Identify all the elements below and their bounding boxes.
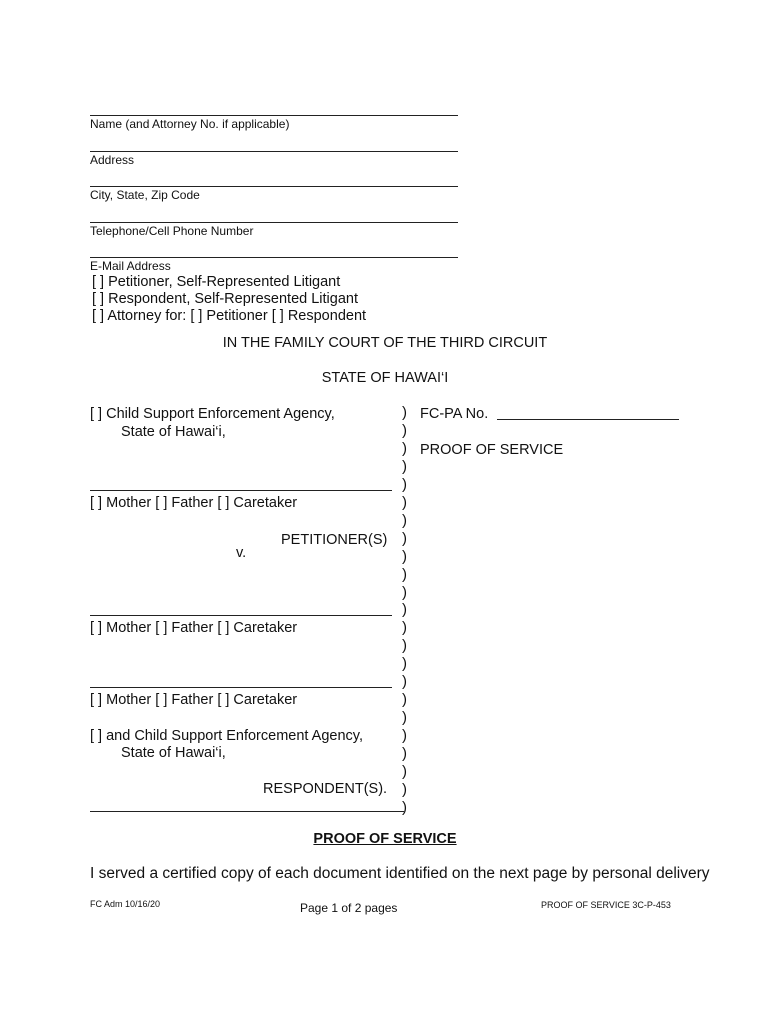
caption-paren: ) xyxy=(402,475,407,493)
petitioner-name-line[interactable] xyxy=(90,490,392,491)
respondent-name-line-2[interactable] xyxy=(90,687,392,688)
form-id: PROOF OF SERVICE 3C-P-453 xyxy=(541,900,671,910)
caption-paren: ) xyxy=(402,673,407,691)
respondent-party-checkboxes-2[interactable]: [ ] Mother [ ] Father [ ] Caretaker xyxy=(90,692,298,708)
form-date: FC Adm 10/16/20 xyxy=(90,899,161,909)
caption-paren: ) xyxy=(402,565,407,583)
caption-paren: ) xyxy=(402,780,407,798)
caption-paren: ) xyxy=(402,457,407,475)
caption-paren: ) xyxy=(402,709,407,727)
phone-label: Telephone/Cell Phone Number xyxy=(90,224,254,238)
name-label: Name (and Attorney No. if applicable) xyxy=(90,117,290,131)
email-line[interactable] xyxy=(90,257,458,258)
caption-paren: ) xyxy=(402,404,407,421)
petitioner-party-checkboxes[interactable]: [ ] Mother [ ] Father [ ] Caretaker xyxy=(90,495,298,511)
checkbox-csea-petitioner[interactable]: [ ] Child Support Enforcement Agency, xyxy=(90,406,335,422)
csea-state-2: State of Hawai‘i, xyxy=(121,745,226,761)
email-label: E-Mail Address xyxy=(90,259,171,273)
caption-paren: ) xyxy=(402,493,407,511)
caption-paren: ) xyxy=(402,601,407,619)
caption-paren: ) xyxy=(402,511,407,529)
caption-paren: ) xyxy=(402,798,407,816)
document-title-right: PROOF OF SERVICE xyxy=(420,442,564,458)
caption-paren: ) xyxy=(402,547,407,565)
csea-state-1: State of Hawai‘i, xyxy=(121,424,226,440)
court-state: STATE OF HAWAI‘I xyxy=(321,370,449,386)
case-number-field[interactable] xyxy=(497,419,679,420)
page-number: Page 1 of 2 pages xyxy=(300,901,398,915)
address-line[interactable] xyxy=(90,151,458,152)
checkbox-attorney-for[interactable]: [ ] Attorney for: [ ] Petitioner [ ] Respondent xyxy=(92,308,367,324)
caption-paren: ) xyxy=(402,691,407,709)
respondent-party-checkboxes-1[interactable]: [ ] Mother [ ] Father [ ] Caretaker xyxy=(90,620,298,636)
caption-paren: ) xyxy=(402,619,407,637)
checkbox-csea-respondent[interactable]: [ ] and Child Support Enforcement Agency, xyxy=(90,728,363,744)
caption-paren: ) xyxy=(402,763,407,780)
name-line[interactable] xyxy=(90,115,458,116)
city-line[interactable] xyxy=(90,186,458,187)
caption-paren: ) xyxy=(402,745,407,763)
respondent-bottom-line xyxy=(90,811,404,812)
caption-paren: ) xyxy=(402,529,407,547)
phone-line[interactable] xyxy=(90,222,458,223)
respondent-name-line-1[interactable] xyxy=(90,615,392,616)
petitioners-label: PETITIONER(S) xyxy=(281,532,388,548)
caption-paren: ) xyxy=(402,583,407,601)
checkbox-petitioner-srl[interactable]: [ ] Petitioner, Self-Represented Litigant xyxy=(92,274,341,290)
caption-paren: ) xyxy=(402,421,407,439)
address-label: Address xyxy=(90,153,135,167)
proof-of-service-title: PROOF OF SERVICE xyxy=(313,831,457,847)
court-name: IN THE FAMILY COURT OF THE THIRD CIRCUIT xyxy=(222,335,548,351)
caption-paren: ) xyxy=(402,655,407,673)
service-statement: I served a certified copy of each document identified on the next page by personal delivery xyxy=(90,865,710,882)
caption-paren: ) xyxy=(402,637,407,655)
caption-paren: ) xyxy=(402,439,407,457)
city-label: City, State, Zip Code xyxy=(90,188,200,202)
case-number-label: FC-PA No. xyxy=(420,406,489,422)
caption-paren: ) xyxy=(402,727,407,745)
versus-label: v. xyxy=(236,545,247,561)
respondents-label: RESPONDENT(S). xyxy=(263,781,388,797)
checkbox-respondent-srl[interactable]: [ ] Respondent, Self-Represented Litigant xyxy=(92,291,358,307)
